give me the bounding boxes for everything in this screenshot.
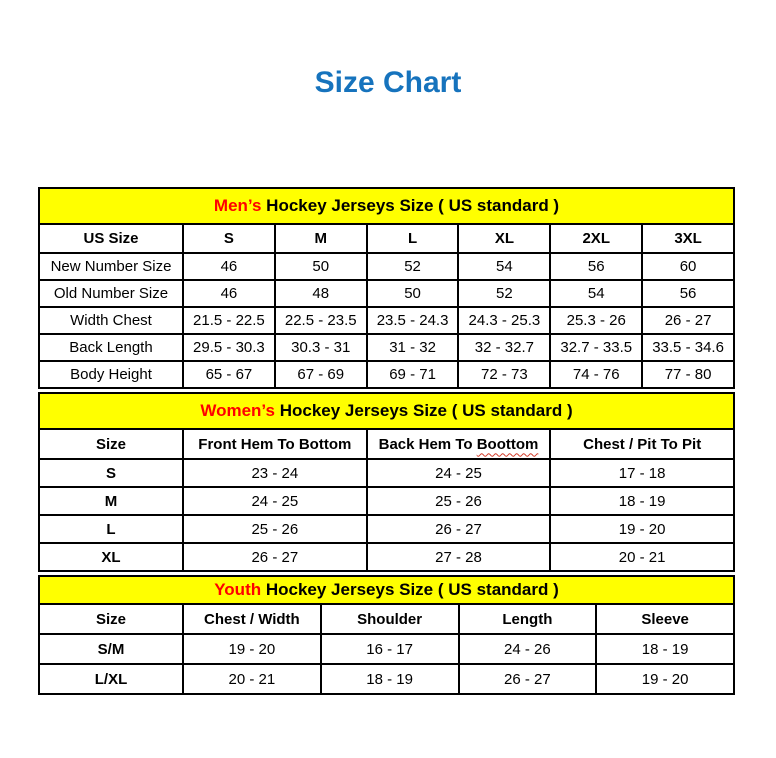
womens-column-header: Front Hem To Bottom <box>183 429 367 459</box>
mens-column-header: XL <box>458 224 550 253</box>
womens-column-header: Size <box>39 429 183 459</box>
womens-cell: 18 - 19 <box>550 487 734 515</box>
mens-cell: 67 - 69 <box>275 361 367 388</box>
mens-cell: 77 - 80 <box>642 361 734 388</box>
mens-row-label: Body Height <box>39 361 183 388</box>
mens-cell: 46 <box>183 253 275 280</box>
womens-cell: 27 - 28 <box>367 543 551 571</box>
youth-table-row <box>39 664 734 694</box>
mens-cell: 56 <box>550 253 642 280</box>
mens-cell: 32 - 32.7 <box>458 334 550 361</box>
mens-caption-text: Hockey Jerseys Size ( US standard ) <box>261 196 560 215</box>
youth-cell: 26 - 27 <box>459 664 597 694</box>
mens-column-header: M <box>275 224 367 253</box>
youth-size-table <box>38 603 735 695</box>
womens-cell: 24 - 25 <box>183 487 367 515</box>
mens-cell: 52 <box>367 253 459 280</box>
mens-cell: 52 <box>458 280 550 307</box>
mens-row-label: Old Number Size <box>39 280 183 307</box>
mens-cell: 32.7 - 33.5 <box>550 334 642 361</box>
mens-row-label: Back Length <box>39 334 183 361</box>
mens-table-row <box>39 361 734 388</box>
mens-cell: 26 - 27 <box>642 307 734 334</box>
mens-table-row <box>39 280 734 307</box>
womens-table-row <box>39 459 734 487</box>
womens-cell: 17 - 18 <box>550 459 734 487</box>
youth-caption-text: Hockey Jerseys Size ( US standard ) <box>261 580 559 599</box>
mens-cell: 33.5 - 34.6 <box>642 334 734 361</box>
youth-cell: 20 - 21 <box>183 664 321 694</box>
mens-table-row <box>39 253 734 280</box>
mens-table-caption <box>38 187 735 225</box>
misspelled-word: Boottom <box>476 435 539 453</box>
youth-cell: 18 - 19 <box>596 634 734 664</box>
youth-column-header: Shoulder <box>321 604 459 634</box>
page-title: Size Chart <box>314 66 462 99</box>
mens-cell: 29.5 - 30.3 <box>183 334 275 361</box>
mens-cell: 31 - 32 <box>367 334 459 361</box>
mens-cell: 54 <box>458 253 550 280</box>
mens-cell: 74 - 76 <box>550 361 642 388</box>
youth-cell: 19 - 20 <box>183 634 321 664</box>
mens-cell: 25.3 - 26 <box>550 307 642 334</box>
womens-caption-text: Hockey Jerseys Size ( US standard ) <box>274 401 573 420</box>
mens-table-row <box>39 334 734 361</box>
size-chart-tables <box>38 187 735 698</box>
womens-cell: 19 - 20 <box>550 515 734 543</box>
womens-size-table <box>38 428 735 572</box>
womens-cell: 24 - 25 <box>367 459 551 487</box>
youth-column-header: Chest / Width <box>183 604 321 634</box>
mens-cell: 60 <box>642 253 734 280</box>
womens-cell: 26 - 27 <box>183 543 367 571</box>
youth-cell: 19 - 20 <box>596 664 734 694</box>
womens-cell: 25 - 26 <box>367 487 551 515</box>
youth-table-row <box>39 634 734 664</box>
column-header-text: Back Hem To <box>378 435 477 453</box>
womens-cell: 20 - 21 <box>550 543 734 571</box>
youth-header-row <box>39 604 734 634</box>
mens-cell: 69 - 71 <box>367 361 459 388</box>
mens-cell: 30.3 - 31 <box>275 334 367 361</box>
mens-row-label: Width Chest <box>39 307 183 334</box>
youth-row-label: L/XL <box>39 664 183 694</box>
mens-cell: 50 <box>275 253 367 280</box>
youth-column-header: Sleeve <box>596 604 734 634</box>
womens-cell: 25 - 26 <box>183 515 367 543</box>
youth-row-label: S/M <box>39 634 183 664</box>
womens-header-row <box>39 429 734 459</box>
mens-cell: 24.3 - 25.3 <box>458 307 550 334</box>
youth-cell: 18 - 19 <box>321 664 459 694</box>
youth-column-header: Size <box>39 604 183 634</box>
mens-column-header: 2XL <box>550 224 642 253</box>
womens-column-header <box>367 429 551 459</box>
mens-row-label: New Number Size <box>39 253 183 280</box>
mens-column-header: L <box>367 224 459 253</box>
mens-column-header: US Size <box>39 224 183 253</box>
youth-column-header: Length <box>459 604 597 634</box>
youth-cell: 24 - 26 <box>459 634 597 664</box>
mens-cell: 56 <box>642 280 734 307</box>
mens-caption-highlight: Men’s <box>213 196 262 215</box>
womens-table-row <box>39 487 734 515</box>
mens-cell: 46 <box>183 280 275 307</box>
mens-table-row <box>39 307 734 334</box>
womens-table-row <box>39 543 734 571</box>
womens-row-label: S <box>39 459 183 487</box>
womens-caption-highlight: Women’s <box>200 401 275 420</box>
mens-cell: 50 <box>367 280 459 307</box>
mens-cell: 54 <box>550 280 642 307</box>
mens-column-header: S <box>183 224 275 253</box>
mens-size-table <box>38 223 735 389</box>
mens-cell: 48 <box>275 280 367 307</box>
womens-table-row <box>39 515 734 543</box>
mens-cell: 22.5 - 23.5 <box>275 307 367 334</box>
mens-header-row <box>39 224 734 253</box>
youth-caption-highlight: Youth <box>214 580 262 599</box>
youth-table-caption <box>38 575 735 605</box>
womens-cell: 26 - 27 <box>367 515 551 543</box>
womens-cell: 23 - 24 <box>183 459 367 487</box>
womens-column-header: Chest / Pit To Pit <box>550 429 734 459</box>
mens-cell: 21.5 - 22.5 <box>183 307 275 334</box>
mens-column-header: 3XL <box>642 224 734 253</box>
womens-row-label: XL <box>39 543 183 571</box>
womens-table-caption <box>38 392 735 430</box>
mens-cell: 65 - 67 <box>183 361 275 388</box>
mens-cell: 23.5 - 24.3 <box>367 307 459 334</box>
womens-row-label: M <box>39 487 183 515</box>
womens-row-label: L <box>39 515 183 543</box>
youth-cell: 16 - 17 <box>321 634 459 664</box>
mens-cell: 72 - 73 <box>458 361 550 388</box>
